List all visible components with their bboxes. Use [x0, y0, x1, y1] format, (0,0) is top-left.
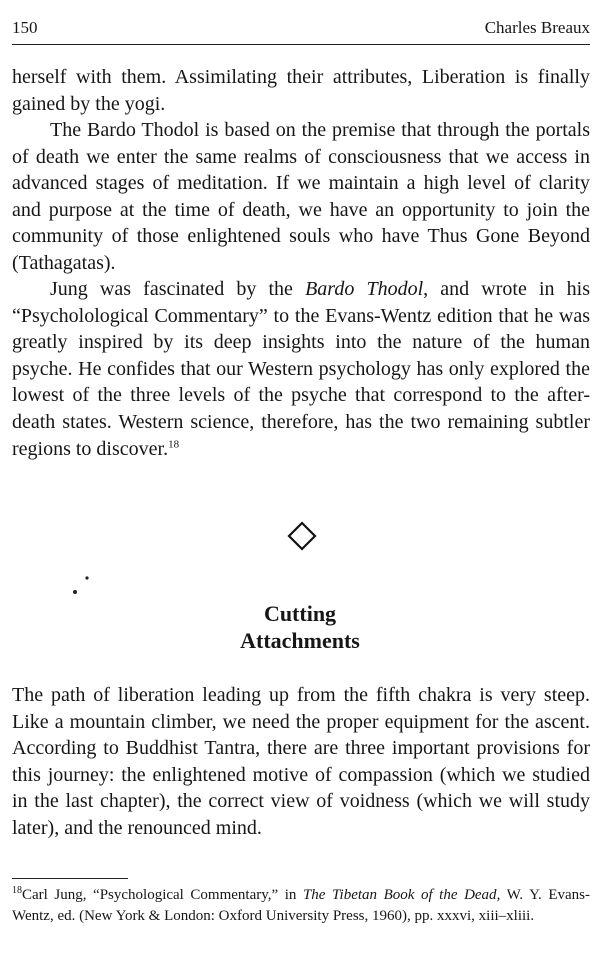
section-heading-line2: Attachments: [240, 628, 360, 653]
footnote-reference: 18: [168, 437, 180, 450]
book-title: Bardo Thodol: [305, 278, 424, 300]
section-heading-line1: Cutting: [263, 601, 337, 626]
footnote-book-title: The Tibetan Book of the Dead: [302, 887, 497, 903]
footnote-text: , W. Y. Evans-Wentz, ed. (New York & London: Oxford University Press, 1960), pp. xxxvi, xiii–xliii.: [12, 887, 590, 924]
page-header: [12, 18, 590, 45]
footnote: [12, 885, 590, 927]
running-head: Charles Breaux: [484, 18, 590, 37]
diamond-ornament-icon: [287, 521, 317, 551]
speck-marks: [66, 574, 96, 598]
footnote-divider: [12, 878, 128, 879]
paragraph-text: Jung was fascinated by the: [50, 278, 306, 300]
body-paragraph: The Bardo Thodol is based on the premise that through the portals of death we enter the same realms of consciousness that we access in advanced stages of meditation. If we maintain a high level of clarity and purpose at the time of death, we have an opportunity to join the community of those enlightened souls who have Thus Gone Beyond (Tathagatas).: [12, 119, 590, 274]
body-paragraph: herself with them. Assimilating their attributes, Liberation is finally gained by the yogi.: [12, 66, 590, 115]
body-paragraph: [12, 276, 590, 462]
footnote-text: Carl Jung, “Psychological Commentary,” in: [22, 887, 303, 903]
page-number: 150: [12, 18, 38, 37]
body-paragraph: The path of liberation leading up from the fifth chakra is very steep. Like a mountain climber, we need the proper equipment for the ascent. According to Buddhist Tantra, there are three important provisions for this journey: the enlightened motive of compassion (which we studied in the last chapter), the correct view of voidness (which we will study later), and the renounced mind.: [12, 684, 590, 839]
paragraph-text: , and wrote in his “Psycholological Commentary” to the Evans-Wentz edition that he was greatly inspired by its deep insights into the nature of the human psyche. He confides that our Western psychology has only explored the lowest of the three levels of the psyche that correspond to the after-death states. Western science, therefore, has the two remaining subtler regions to discover.: [12, 278, 591, 460]
footnote-mark: 18: [12, 885, 22, 896]
